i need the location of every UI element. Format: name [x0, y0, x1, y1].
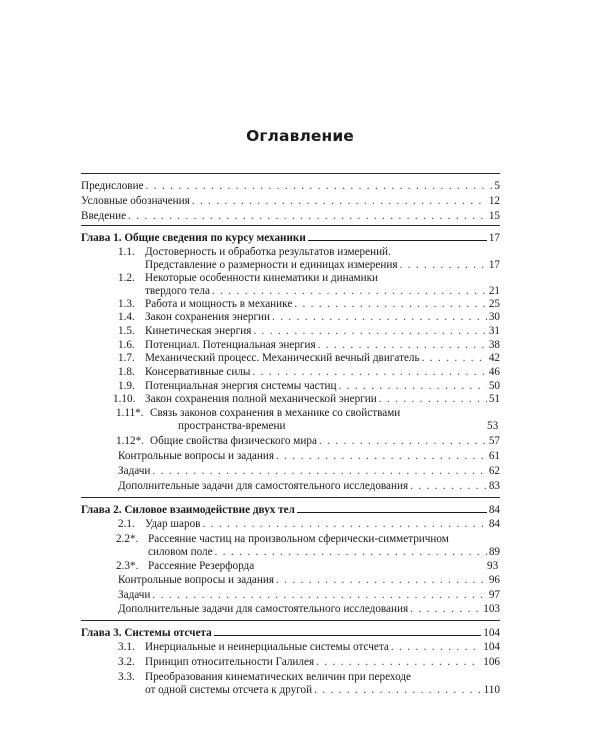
toc-entry[interactable]: [118, 465, 500, 478]
entry-page: 93: [487, 560, 499, 572]
entry-page: 97: [488, 589, 500, 601]
section-title: Инерциальные и неинерциальные системы отсчета: [145, 641, 389, 653]
section-title[interactable]: Связь законов сохранения в механике со свойствами: [150, 407, 401, 419]
entry-label: Контрольные вопросы и задания: [118, 450, 274, 462]
entry-label: Задачи: [118, 589, 151, 601]
entry-page: 38: [488, 339, 500, 351]
chapter-heading[interactable]: [81, 231, 500, 245]
leader-dots: [253, 325, 486, 338]
entry-page: 83: [488, 480, 500, 492]
toc-entry[interactable]: [150, 435, 500, 448]
section-title-cont: Представление о размерности и единицах измерения: [145, 259, 398, 271]
leader-dots: [391, 641, 481, 654]
section-number: 2.3*.: [116, 560, 139, 572]
entry-page: 42: [488, 352, 500, 364]
heading-underline: [297, 503, 487, 513]
chapter-title: Глава 3. Системы отсчета: [81, 627, 212, 639]
toc-entry[interactable]: [145, 259, 500, 272]
entry-page: 25: [488, 298, 500, 310]
entry-page: 84: [488, 518, 500, 530]
leader-dots: [399, 259, 486, 272]
entry-label: Дополнительные задачи для самостоятельного исследования: [118, 603, 409, 615]
section-title-cont: твердого тела: [145, 285, 210, 297]
leader-dots: [314, 684, 482, 697]
section-title-cont[interactable]: пространства-времени: [178, 420, 286, 432]
entry-page: 110: [483, 684, 500, 696]
section-number: 1.10.: [113, 393, 136, 405]
leader-dots: [212, 285, 487, 298]
toc-entry[interactable]: [148, 546, 500, 559]
section-title: Потенциальная энергия системы частиц: [145, 380, 337, 392]
toc-entry[interactable]: [145, 339, 500, 352]
section-title[interactable]: Некоторые особенности кинематики и динамики: [145, 272, 379, 284]
leader-dots: [294, 298, 487, 311]
entry-page: 5: [494, 180, 500, 192]
toc-entry[interactable]: [118, 450, 500, 463]
section-title[interactable]: Преобразования кинематических величин при переходе: [145, 671, 412, 683]
entry-page: 17: [488, 232, 500, 244]
section-title[interactable]: Рассеяние частиц на произвольном сферически-симметричном: [148, 533, 449, 545]
section-title[interactable]: Достоверность и обработка результатов измерений.: [145, 246, 391, 258]
divider: [81, 225, 500, 226]
section-number: 1.9.: [118, 380, 135, 392]
section-number: 1.6.: [118, 339, 135, 351]
toc-entry[interactable]: [145, 298, 500, 311]
leader-dots: [202, 518, 486, 531]
leader-dots: [318, 339, 487, 352]
entry-page: 57: [488, 435, 500, 447]
section-title: Механический процесс. Механический вечный двигатель: [145, 352, 420, 364]
leader-dots: [215, 546, 487, 559]
section-number: 1.7.: [118, 352, 135, 364]
heading-underline: [308, 231, 487, 241]
entry-page: 89: [488, 546, 500, 558]
toc-entry[interactable]: [118, 480, 500, 493]
leader-dots: [152, 465, 486, 478]
toc-entry[interactable]: [145, 641, 500, 654]
leader-dots: [316, 656, 481, 669]
toc-entry[interactable]: [81, 180, 500, 193]
toc-entry[interactable]: [81, 210, 500, 223]
toc-entry[interactable]: [145, 352, 500, 365]
leader-dots: [379, 393, 487, 406]
entry-page: 17: [488, 259, 500, 271]
section-title: Принцип относительности Галилея: [145, 656, 315, 668]
entry-page: 31: [488, 325, 500, 337]
toc-entry[interactable]: [118, 589, 500, 602]
leader-dots: [272, 311, 487, 324]
toc-entry[interactable]: [145, 380, 500, 393]
leader-dots: [319, 435, 487, 448]
section-title: Кинетическая энергия: [145, 325, 252, 337]
leader-dots: [410, 603, 481, 616]
section-title: Закон сохранения полной механической энергии: [145, 393, 377, 405]
entry-page: 62: [488, 465, 500, 477]
section-title: Консервативные силы: [145, 366, 251, 378]
entry-label: Задачи: [118, 465, 151, 477]
entry-page: 61: [488, 450, 500, 462]
toc-entry[interactable]: [145, 285, 500, 298]
entry-page: 96: [488, 574, 500, 586]
entry-page: 104: [483, 627, 500, 639]
entry-label: Предисловие: [81, 180, 144, 192]
toc-entry[interactable]: [145, 366, 500, 379]
section-title: Общие свойства физического мира: [150, 435, 317, 447]
leader-dots: [128, 210, 487, 223]
entry-page: 106: [483, 656, 500, 668]
section-number: 1.5.: [118, 325, 135, 337]
section-number: 1.11*.: [116, 407, 144, 419]
toc-entry[interactable]: [145, 656, 500, 669]
entry-page: 104: [483, 641, 500, 653]
chapter-heading[interactable]: [81, 503, 500, 517]
entry-label: Контрольные вопросы и задания: [118, 574, 274, 586]
section-title: Потенциал. Потенциальная энергия: [145, 339, 316, 351]
section-number: 2.2*.: [116, 533, 139, 545]
leader-dots: [152, 589, 486, 602]
section-number: 3.1.: [118, 641, 135, 653]
entry-label: Дополнительные задачи для самостоятельного исследования: [118, 480, 409, 492]
divider: [81, 497, 500, 498]
section-title[interactable]: Рассеяние Резерфорда: [148, 560, 255, 572]
chapter-heading[interactable]: [81, 626, 500, 640]
leader-dots: [276, 574, 487, 587]
entry-label: Условные обозначения: [81, 195, 190, 207]
section-number: 1.12*.: [116, 435, 144, 447]
leader-dots: [192, 195, 487, 208]
section-number: 1.3.: [118, 298, 135, 310]
heading-underline: [214, 626, 481, 636]
toc-entry[interactable]: [145, 518, 500, 531]
toc-entry[interactable]: [145, 325, 500, 338]
entry-page: 84: [488, 504, 500, 516]
entry-page: 30: [488, 311, 500, 323]
toc-entry[interactable]: [81, 195, 500, 208]
leader-dots: [252, 366, 486, 379]
toc-title: Оглавление: [246, 127, 354, 145]
chapter-title: Глава 1. Общие сведения по курсу механики: [81, 232, 306, 244]
section-number: 2.1.: [118, 518, 135, 530]
leader-dots: [276, 450, 487, 463]
leader-dots: [338, 380, 486, 393]
divider: [81, 620, 500, 621]
entry-page: 53: [487, 420, 499, 432]
section-number: 3.2.: [118, 656, 135, 668]
section-title-cont: от одной системы отсчета к другой: [145, 684, 313, 696]
entry-label: Введение: [81, 210, 127, 222]
entry-page: 46: [488, 366, 500, 378]
section-number: 1.1.: [118, 246, 135, 258]
entry-page: 12: [488, 195, 500, 207]
chapter-title: Глава 2. Силовое взаимодействие двух тел: [81, 504, 295, 516]
leader-dots: [422, 352, 487, 365]
toc-entry[interactable]: [145, 684, 500, 697]
leader-dots: [410, 480, 487, 493]
section-title: Работа и мощность в механике: [145, 298, 293, 310]
entry-page: 50: [488, 380, 500, 392]
section-number: 3.3.: [118, 671, 135, 683]
entry-page: 51: [488, 393, 500, 405]
toc-entry[interactable]: [118, 603, 500, 616]
toc-entry[interactable]: [118, 574, 500, 587]
toc-entry[interactable]: [145, 311, 500, 324]
section-title: Закон сохранения энергии: [145, 311, 271, 323]
entry-page: 103: [483, 603, 500, 615]
section-title-cont: силовом поле: [148, 546, 213, 558]
section-number: 1.4.: [118, 311, 135, 323]
section-title: Удар шаров: [145, 518, 201, 530]
section-number: 1.2.: [118, 272, 135, 284]
toc-entry[interactable]: [145, 393, 500, 406]
divider-top: [81, 173, 500, 174]
section-number: 1.8.: [118, 366, 135, 378]
leader-dots: [146, 180, 493, 193]
entry-page: 21: [488, 285, 500, 297]
entry-page: 15: [488, 210, 500, 222]
